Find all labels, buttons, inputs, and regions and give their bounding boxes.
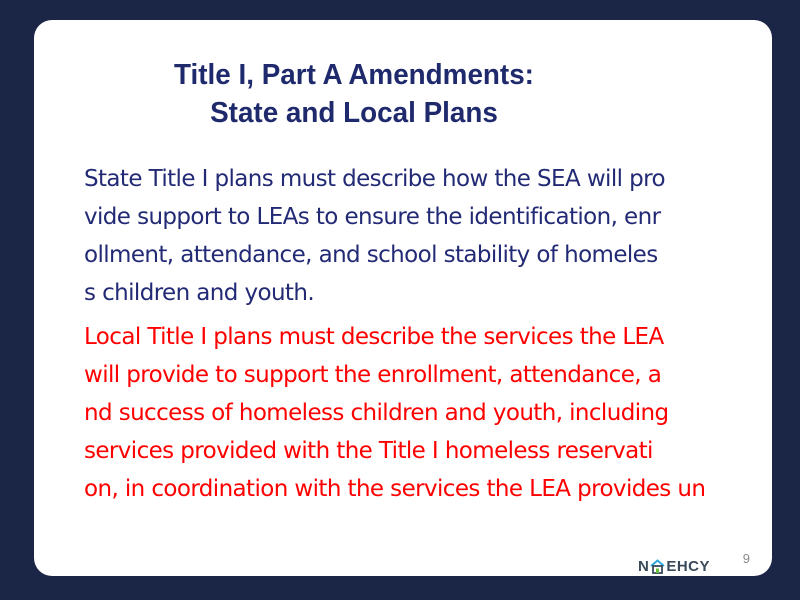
logo-text-right: EHCY (666, 558, 711, 575)
local-plans-paragraph (84, 318, 754, 508)
slide-title-line-1: Title I, Part A Amendments: (174, 59, 534, 91)
local-plans-line: on, in coordination with the services the LEA provides un (84, 476, 706, 502)
slide-title (47, 56, 661, 132)
local-plans-line: nd success of homeless children and youth, including (84, 400, 669, 426)
state-plans-paragraph (84, 160, 754, 312)
state-plans-line: ollment, attendance, and school stability of homeles (84, 242, 658, 268)
local-plans-line: Local Title I plans must describe the services the LEA (84, 324, 664, 350)
house-icon (650, 559, 665, 574)
nchehcy-logo (638, 558, 710, 575)
local-plans-line: services provided with the Title I homeless reservati (84, 438, 653, 464)
page-number: 9 (742, 551, 750, 566)
logo-text-left: N (638, 558, 650, 575)
local-plans-line: will provide to support the enrollment, attendance, a (84, 362, 662, 388)
slide (34, 20, 772, 576)
state-plans-line: s children and youth. (84, 280, 315, 306)
state-plans-line: vide support to LEAs to ensure the identification, enr (84, 204, 661, 230)
state-plans-line: State Title I plans must describe how the SEA will pro (84, 166, 665, 192)
slide-title-line-2: State and Local Plans (210, 97, 498, 129)
